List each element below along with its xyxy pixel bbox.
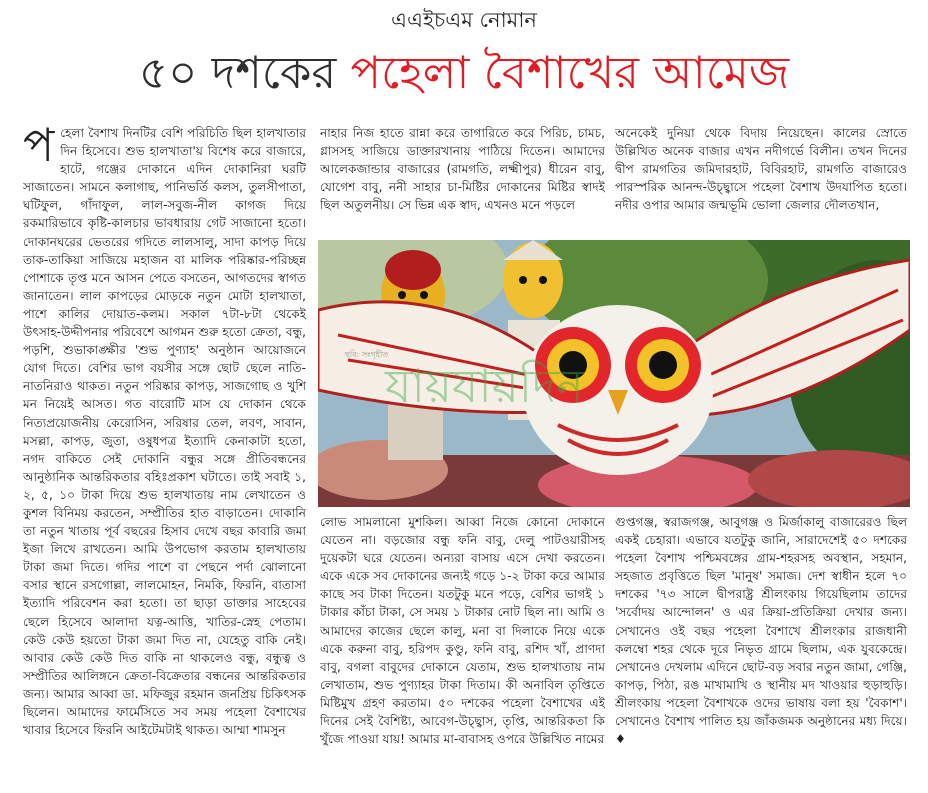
drop-cap: প bbox=[23, 124, 55, 172]
headline-part-2: পহেলা বৈশাখের আমেজ bbox=[350, 46, 790, 99]
photo-caption-watermark: ছবি: সংগৃহীত bbox=[345, 350, 389, 359]
column-3-bottom bbox=[615, 513, 907, 788]
column-2-bottom-text: লোভ সামলানো মুশকিল। আব্বা নিজে কোনো দোকানে যেতেন না। বড়জোর বন্ধু ফনি বাবু, দেলু পাটওয়ারীসহ দুয়েকটা ঘরে যেতেন। অন্যরা বাসায় এসে দেখা করতেন। একে একে সব দোকানের জন্যই গড়ে ১-২ টাকা করে আমার কাছে সব টাকা দিতেন। যতটুকু মনে পড়ে, বেশির ভাগই ১ টাকার কাঁচা টাকা, সে সময় ১ টাকার নোট ছিল না। আমি ও আমাদের কাজের ছেলে কালু, মনা বা দিলাকে নিয়ে একে একে করুনা বাবু, হরিপদ কুণ্ডু, ফনি বাবু, রশিদ খাঁ, প্রাণদা বাবু, বগলা বাবুদের দোকানে যেতাম, শুভ হালখাতায় নাম লেখাতাম, শুভ পুণ্যাহর টাকা দিতাম। কী অনাবিল তৃপ্তিতে মিষ্টিমুখ গ্রহণ করতাম। ৫০ দশকের পহেলা বৈশাখের এই দিনের সেই বৈশিষ্ট্য, আবেগ-উচ্ছ্বাস, তৃপ্তি, আন্তরিকতা কি খুঁজে পাওয়া যায়! আমার মা-বাবাসহ ওপরে উল্লিখিত নামের bbox=[320, 515, 605, 747]
column-3-bottom-text: গুপ্তগঞ্জ, স্বরাজগঞ্জ, আবুগঞ্জ ও মির্জাকালু বাজারেরও ছিল একই চেহারা। এভাবে যতটুকু জানি, সারাদেশেই ৫০ দশকের পহেলা বৈশাখ পশ্চিমবঙ্গের গ্রাম-শহরসহ অবস্থান, সহমান, সহজাত প্রবৃত্তিতে ছিল 'মানুষ' সমাজ। দেশ স্বাধীন হলে ৭০ দশকের '৭৩ সালে দ্বীপরাষ্ট্র শ্রীলংকায় গিয়েছিলাম তাদের 'সর্বোদয় আন্দোলন' ও এর ক্রিয়া-প্রতিক্রিয়া দেখার জন্য। সেখানেও ওই বছর পহেলা বৈশাখে শ্রীলংকার রাজধানী কলম্বো শহর থেকে দূরে নিভৃত গ্রামে ছিলাম, এক যুবকেন্দ্রে। সেখানেও দেখলাম এদিনে ছোট-বড় সবার নতুন জামা, গেঞ্জি, কাপড়, পিঠা, রঙ মাখামাখি ও স্থানীয় মদ খাওয়ার হুড়াহুড়ি। শ্রীলংকায় পহেলা বৈশাখকে ওদের ভাষায় বলা হয় 'বৈকাশ'। সেখানেও বৈশাখ পালিত হয় জাঁকজমক অনুষ্ঠানের মধ্য দিয়ে। ♦ bbox=[615, 515, 907, 747]
column-1 bbox=[23, 124, 306, 788]
headline-part-1: ৫০ দশকের bbox=[138, 46, 351, 99]
newspaper-watermark: যায়যায়দিন bbox=[385, 359, 584, 413]
column-3-top-text: অনেকেই দুনিয়া থেকে বিদায় নিয়েছেন। কালের স্রোতে উল্লিখিত অনেক বাজার এখন নদীগর্ভে বিলীন। তখন দিনের দ্বীপ রামগতির জমিদারহাট, বিবিরহাট, রামগতি বাজারেও পারস্পরিক আনন্দ-উচ্ছ্বাসে পহেলা বৈশাখ উদযাপিত হতো। নদীর ওপার আমার জন্মভূমি ভোলা জেলার দৌলতখান, bbox=[615, 126, 907, 213]
festival-photo bbox=[318, 240, 910, 507]
column-2-top bbox=[320, 124, 605, 234]
column-2-top-text: নাহার নিজ হাতে রান্না করে তাগারিতে করে পিরিচ, চামচ, গ্লাসসহ সাজিয়ে ডাক্তারখানায় পাঠিয়ে দিতেন। আমাদের আলেকজান্ডার বাজারের (রামগতি, লক্ষ্মীপুর) ধীরেন বাবু, যোগেশ বাবু, ননী সাহার চা-মিষ্টির দোকানের মিষ্টির স্বাদই ছিল অতুলনীয়। সে ভিন্ন এক স্বাদ, এখনও মনে পড়লে bbox=[320, 126, 605, 213]
column-2-bottom bbox=[320, 513, 605, 788]
column-3-top bbox=[615, 124, 907, 234]
column-1-text: হেলা বৈশাখ দিনটির বেশি পরিচিতি ছিল হালখাতার দিন হিসেবে। শুভ হালখাতা'য় বিশেষ করে বাজারে, হাটে, গঞ্জের দোকানে এদিন দোকানিরা ঘরটি সাজাতেন। সামনে কলাগাছ, পানিভর্তি কলস, তুলসীপাতা, ঘটিফুল, গাঁদাফুল, লাল-সবুজ-নীল কাগজ দিয়ে রকমারিভাবে কৃষ্টি-কালচার ভাবধারায় গেট সাজানো হতো। দোকানঘরের ভেতরের গদিতে লালসালু, সাদা কাপড় দিয়ে তাক-তাকিয়া সাজিয়ে মহাজন বা মালিক পরিষ্কার-পরিচ্ছন্ন পোশাকে তৃপ্ত মনে আসন পেতে বসতেন, আগতদের স্বাগত জানাতেন। লাল কাপড়ের মোড়কে নতুন মোটা হালখাতা, পাশে কালির দোয়াত-কলম। সকাল ৭টা-৮টা থেকেই উৎসাহ-উদ্দীপনার পরিবেশে আগমন শুরু হতো ক্রেতা, বন্ধু, পড়শি, শুভাকাঙ্ক্ষীর 'শুভ পুণ্যাহ' অনুষ্ঠান আয়োজনে যোগ দিতে। বেশির ভাগ বয়সীর সঙ্গে ছোট ছেলে নাতি-নাতনিরাও থাকত। নতুন পরিষ্কার কাপড়, সাজগোছ ও খুশি মন নিয়েই আসত। গত বারোটি মাস যে দোকান থেকে নিত্যপ্রয়োজনীয় কেরোসিন, সরিষার তেল, লবণ, সাবান, মসল্লা, কাপড়, জুতা, ওষুধপত্র ইত্যাদি কেনাকাটা হতো, নগদ বাকিতে সেই দোকানি বন্ধুর সঙ্গে প্রীতিবন্ধনের আনুষ্ঠানিক আন্তরিকতার বহিঃপ্রকাশ ঘটাতে। তাই সবাই ১, ২, ৫, ১০ টাকা দিয়ে শুভ হালখাতায় নাম লেখাতেন ও কুশল বিনিময় করতেন, সম্প্রীতির হাত বাড়াতেন। দোকানি তা নতুন খাতায় পূর্ব বছরের হিসাব দেখে বছর কাবারি জমা ইজা লিখে রাখতেন। আমি উপভোগ করতাম হালখাতায় টাকা জমা দিতে। গদির পাশে বা পেছনে পর্দা ঝোলানো বসার স্থানে রসগোল্লা, লালমোহন, নিমকি, ফিরনি, বাতাসা ইত্যাদি পরিবেশন করা হতো। তা ছাড়া ডাক্তার সাহেবের ছেলে হিসেবে আলাদা যত্ন-আত্তি, খাতির-স্নেহ পেতাম। কেউ কেউ হয়তো টাকা জমা দিত না, যেহেতু বাকি নেই। আবার কেউ কেউ দিত বাকি না থাকলেও বন্ধু, বন্ধুত্ব ও সম্প্রীতির আলিঙ্গনে ক্রেতা-বিক্রেতার বন্ধনের আন্তরিকতার জন্য। আমার আব্বা ডা. মফিজুর রহমান জনপ্রিয় চিকিৎসক ছিলেন। আমাদের ফার্মেসিতে সব সময় পহেলা বৈশাখের খাবার হিসেবে ফিরনি আইটেমটাই থাকত। আম্মা শামসুন bbox=[23, 126, 306, 738]
headline bbox=[0, 45, 928, 101]
byline: এএইচএম নোমান bbox=[391, 8, 537, 32]
